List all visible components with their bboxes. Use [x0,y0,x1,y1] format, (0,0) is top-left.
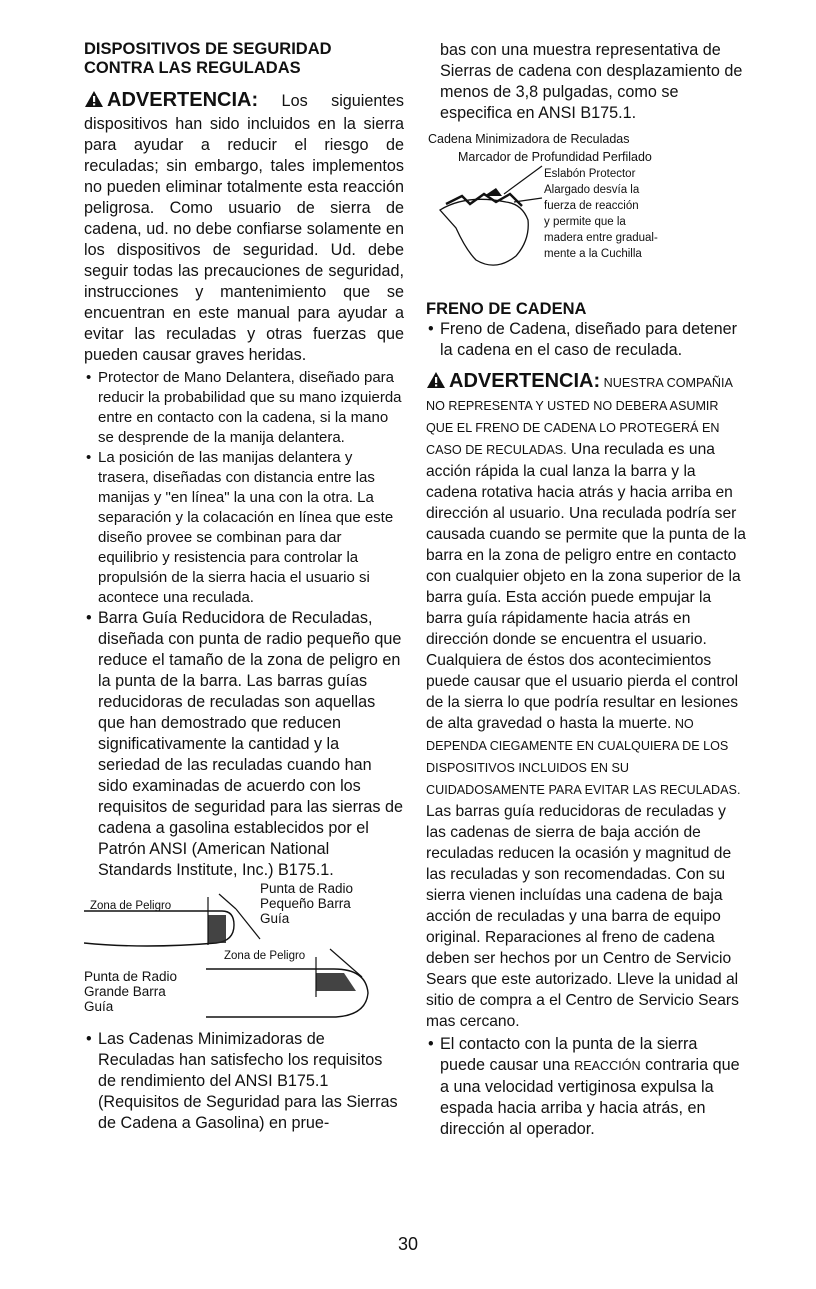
page-number: 30 [397,1234,419,1254]
guide-bar-figure [84,881,404,1023]
left-column [84,40,404,1134]
label-zona-peligro-large: Zona de Peligro [224,950,306,962]
freno-list [426,319,746,361]
warning-paragraph [84,90,404,366]
chain-figure [426,132,746,296]
warning-body-2: Las barras guía reducidoras de reculadas y las cadenas de sierra de baja acción de reculadas reducen la ocasión y magnitud de las reculadas y son recomendadas. Con su sierra vienen incluídas una cadena de baja acción de reculadas y una barra de equipo original. Reparaciones al freno de cadena deben ser hechos por un Centro de Servicio Sears que este autorizado. Lleve la unidad al sitio de compra a el Centro de Servicio Sears mas cercano. [426,803,739,1030]
label-eslabon: Eslabón Protector Alargado desvía la fuerza de reacción y permite que la madera entre gradual- mente a la Cuchilla [544,168,658,260]
list-item: • Barra Guía Reducidora de Reculadas, diseñada con punta de radio pequeño que reduce el tamaño de la zona de peligro en la punta de la barra. Las barras guías reducidoras de reculadas son aquellas que han demostrado que reducen significativamente la cantidad y la seriedad de las reculadas cuando han sido examinadas de acuerdo con los requisitos de seguridad para las sierras de cadena a gasolina establecidos por el Patrón ANSI (American National Standards Institute, Inc.) B175.1. [84,608,404,881]
continuation-paragraph: bas con una muestra representativa de Sierras de cadena con desplazamiento de menos de 3,8 pulgadas, como se especifica en ANSI B175.1. [440,41,743,122]
safety-device-list [84,368,404,881]
list-item: • Freno de Cadena, diseñado para detener la cadena en el caso de reculada. [426,319,746,361]
warning-caps-2: NO DEPENDA CIEGAMENTE EN CUALQUIERA DE LOS DISPOSITIVOS INCLUIDOS EN SU CUIDADOSAMENTE PARA EVITAR LAS RECULADAS. [426,717,741,797]
warning-triangle-icon [84,90,104,114]
list-item: • El contacto con la punta de la sierra puede causar una REACCIÓN contraria que a una velocidad vertiginosa expulsa la espada hacia arriba y hacia atrás, en dirección al operador. [426,1034,746,1140]
chain-list [84,1029,404,1134]
label-marcador: Marcador de Profundidad Perfilado [458,150,652,164]
freno-heading: FRENO DE CADENA [426,300,587,318]
warning-lead: Los siguientes [258,92,404,110]
list-item: • Protector de Mano Delantera, diseñado para reducir la probabilidad que su mano izquierda entre en contacto con la cadena, si la mano se desprende de la manija delantera. [84,368,404,448]
label-punta-grande: Punta de Radio Grande Barra Guía [84,969,178,1014]
warning-body: dispositivos han sido incluidos en la sierra para ayudar a reducir el riesgo de reculadas; sin embargo, tales implementos no pueden eliminar totalmente esta reacción peligrosa. Como usuario de sierra de cadena, ud. no debe confiarse solamente en los dispositivos de seguridad. Ud. debe seguir todas las precauciones de seguridad, instrucciones y mantenimiento que se encuentran en este manual para ayudar a evitar las reculadas y otras fuerzas que pueden causar graves heridas. [84,115,404,364]
warning-body: Una reculada es una acción rápida la cual lanza la barra y la cadena rotativa hacia atrás y hacia arriba en dirección al usuario. Una reculada podría ser causada cuando se permite que la punta de la barra en la zona de peligro entre en contacto con cualquier objeto en la zona superior de la barra guía. Esta acción puede empujar la barra guía rápidamente hacia atrás en dirección donde se encuentra el usuario. Cualquiera de éstos dos acontecimientos puede causar que el usuario pierda el control de la sierra lo que podría resultar en lesiones de alta gravedad o hasta la muerte. [426,441,746,732]
list-item: • Las Cadenas Minimizadoras de Reculadas han satisfecho los requisitos de rendimiento del ANSI B175.1 (Requisitos de Seguridad para las Sierras de Cadena a Gasolina) en prue- [84,1029,404,1134]
list-item: • La posición de las manijas delantera y trasera, diseñadas con distancia entre las manijas y "en línea" la una con la otra. La separación y la colacación en línea que este diseño provee se combinan para dar equilibrio y resistencia para controlar la propulsión de la sierra hacia el usuario si acontece una reculada. [84,448,404,608]
warning-label: ADVERTENCIA: [449,370,601,392]
warning-label: ADVERTENCIA: [107,89,259,111]
section-heading-line1: DISPOSITIVOS DE SEGURIDAD [84,40,332,58]
warning-caps: NUESTRA COMPAÑIA NO REPRESENTA Y USTED NO DEBERA ASUMIR QUE EL FRENO DE CADENA LO PROTEGERÁ EN CASO DE RECULADAS. [426,376,733,457]
figure-title: Cadena Minimizadora de Reculadas [428,132,630,146]
label-punta-pequeno: Punta de Radio Pequeño Barra Guía [260,881,354,926]
freno-warning-paragraph [426,371,746,1032]
warning-triangle-icon [426,371,446,395]
right-column [426,40,746,1140]
section-heading-line2: CONTRA LAS REGULADAS [84,59,301,77]
reaction-list [426,1034,746,1140]
label-zona-peligro-small: Zona de Peligro [90,900,172,912]
